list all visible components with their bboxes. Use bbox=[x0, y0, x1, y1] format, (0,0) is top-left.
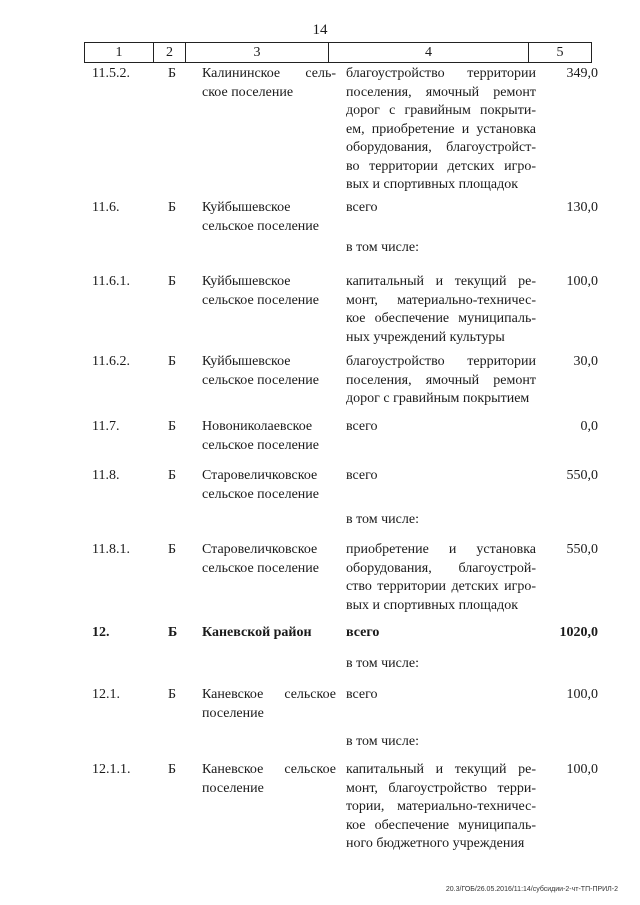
row-number: 11.8. bbox=[92, 468, 120, 483]
name-line: Куйбышевское bbox=[202, 354, 291, 369]
table-header bbox=[84, 42, 592, 63]
row-category: Б bbox=[168, 66, 177, 81]
desc-line: дорог с гравийным покрыти- bbox=[346, 103, 536, 118]
header-col-5: 5 bbox=[556, 45, 564, 60]
desc-line: всего bbox=[346, 200, 378, 215]
desc-line: поселения, ямочный ремонт bbox=[346, 84, 536, 100]
row-number: 11.6.2. bbox=[92, 354, 130, 369]
row-name bbox=[202, 467, 336, 504]
name-line: Старовеличковское bbox=[202, 542, 318, 557]
row-value: 550,0 bbox=[566, 542, 598, 557]
name-line: Каневской район bbox=[202, 625, 312, 640]
row-description bbox=[346, 624, 536, 643]
row-value: 550,0 bbox=[566, 468, 598, 483]
desc-line: всего bbox=[346, 468, 378, 483]
row-description bbox=[346, 273, 536, 347]
desc-line: оборудования, благоустройст- bbox=[346, 140, 536, 155]
name-line: Старовеличковское bbox=[202, 468, 318, 483]
row-category: Б bbox=[168, 762, 177, 777]
row-value: 349,0 bbox=[566, 66, 598, 81]
desc-line: всего bbox=[346, 687, 378, 702]
row-number: 12.1. bbox=[92, 687, 120, 702]
row-value: 30,0 bbox=[573, 354, 598, 369]
desc-line: капитальный и текущий ре- bbox=[346, 274, 536, 289]
row-description bbox=[346, 541, 536, 615]
desc-line: всего bbox=[346, 625, 380, 640]
row-name bbox=[202, 541, 336, 578]
name-line: сельское поселение bbox=[202, 292, 319, 308]
name-line: Каневское сельское bbox=[202, 762, 336, 777]
row-value: 100,0 bbox=[566, 762, 598, 777]
row-description bbox=[346, 761, 536, 854]
row-category: Б bbox=[168, 542, 177, 557]
name-line: сельское поселение bbox=[202, 372, 319, 388]
header-col-3: 3 bbox=[186, 43, 329, 62]
including-label: в том числе: bbox=[346, 512, 419, 527]
row-number: 11.8.1. bbox=[92, 542, 130, 557]
name-line: Куйбышевское bbox=[202, 200, 291, 215]
desc-line: ем, приобретение и установка bbox=[346, 121, 536, 137]
row-number: 11.6.1. bbox=[92, 274, 130, 289]
desc-line: кое обеспечение муниципаль- bbox=[346, 311, 536, 326]
row-number: 12. bbox=[92, 625, 110, 640]
desc-line: вых и спортивных площадок bbox=[346, 177, 519, 192]
name-line: Калининское сель- bbox=[202, 66, 336, 81]
name-line: сельское поселение bbox=[202, 218, 319, 234]
desc-line: дорог с гравийным покрытием bbox=[346, 391, 530, 406]
row-category: Б bbox=[168, 354, 177, 369]
name-line: Новониколаевское bbox=[202, 419, 313, 434]
row-value: 100,0 bbox=[566, 274, 598, 289]
row-number: 11.5.2. bbox=[92, 66, 130, 81]
desc-line: кое обеспечение муниципаль- bbox=[346, 817, 536, 833]
row-description bbox=[346, 353, 536, 409]
desc-line: всего bbox=[346, 419, 378, 434]
row-name bbox=[202, 353, 336, 390]
row-name bbox=[202, 199, 336, 236]
desc-line: приобретение и установка bbox=[346, 542, 536, 557]
row-description bbox=[346, 65, 536, 195]
desc-line: тории, материально-техничес- bbox=[346, 799, 536, 814]
name-line: поселение bbox=[202, 705, 264, 721]
row-category: Б bbox=[168, 200, 177, 215]
name-line: сельское поселение bbox=[202, 437, 319, 453]
desc-line: монт, материально-техничес- bbox=[346, 292, 536, 308]
row-name bbox=[202, 418, 336, 455]
row-number: 11.6. bbox=[92, 200, 120, 215]
row-category: Б bbox=[168, 687, 177, 702]
name-line: ское поселение bbox=[202, 84, 294, 100]
name-line: поселение bbox=[202, 780, 264, 796]
desc-line: поселения, ямочный ремонт bbox=[346, 372, 536, 388]
name-line: сельское поселение bbox=[202, 560, 319, 576]
row-category: Б bbox=[168, 625, 178, 640]
row-category: Б bbox=[168, 419, 177, 434]
row-description bbox=[346, 686, 536, 705]
row-number: 12.1.1. bbox=[92, 762, 131, 777]
desc-line: ных учреждений культуры bbox=[346, 329, 505, 345]
name-line: Каневское сельское bbox=[202, 687, 336, 702]
document-footer-code: 20.3/ГОБ/26.05.2016/11:14/субсидии-2-чт-ТП-ПРИЛ-2 bbox=[445, 886, 618, 893]
row-description bbox=[346, 467, 536, 486]
name-line: Куйбышевское bbox=[202, 274, 291, 289]
including-label: в том числе: bbox=[346, 734, 419, 749]
row-category: Б bbox=[168, 468, 177, 483]
header-col-4: 4 bbox=[329, 43, 529, 62]
row-value: 1020,0 bbox=[559, 625, 598, 640]
row-number: 11.7. bbox=[92, 419, 120, 434]
name-line: сельское поселение bbox=[202, 486, 319, 502]
row-name bbox=[202, 624, 336, 643]
desc-line: капитальный и текущий ре- bbox=[346, 762, 536, 777]
including-label: в том числе: bbox=[346, 656, 419, 671]
desc-line: ного бюджетного учреждения bbox=[346, 836, 525, 851]
row-category: Б bbox=[168, 274, 177, 289]
desc-line: монт, благоустройство терри- bbox=[346, 780, 536, 796]
desc-line: во территории детских игро- bbox=[346, 158, 536, 174]
desc-line: ство территории детских игро- bbox=[346, 579, 536, 594]
desc-line: благоустройство территории bbox=[346, 354, 536, 369]
row-name bbox=[202, 273, 336, 310]
row-value: 0,0 bbox=[580, 419, 598, 434]
page-number: 14 bbox=[312, 22, 328, 38]
desc-line: вых и спортивных площадок bbox=[346, 597, 519, 613]
row-name bbox=[202, 761, 336, 798]
header-col-1: 1 bbox=[85, 43, 154, 62]
header-col-2: 2 bbox=[154, 43, 186, 62]
row-name bbox=[202, 686, 336, 723]
row-description bbox=[346, 199, 536, 218]
desc-line: благоустройство территории bbox=[346, 66, 536, 81]
including-label: в том числе: bbox=[346, 240, 419, 255]
row-description bbox=[346, 418, 536, 437]
row-value: 100,0 bbox=[566, 687, 598, 702]
desc-line: оборудования, благоустрой- bbox=[346, 560, 536, 576]
row-value: 130,0 bbox=[566, 200, 598, 215]
row-name bbox=[202, 65, 336, 102]
